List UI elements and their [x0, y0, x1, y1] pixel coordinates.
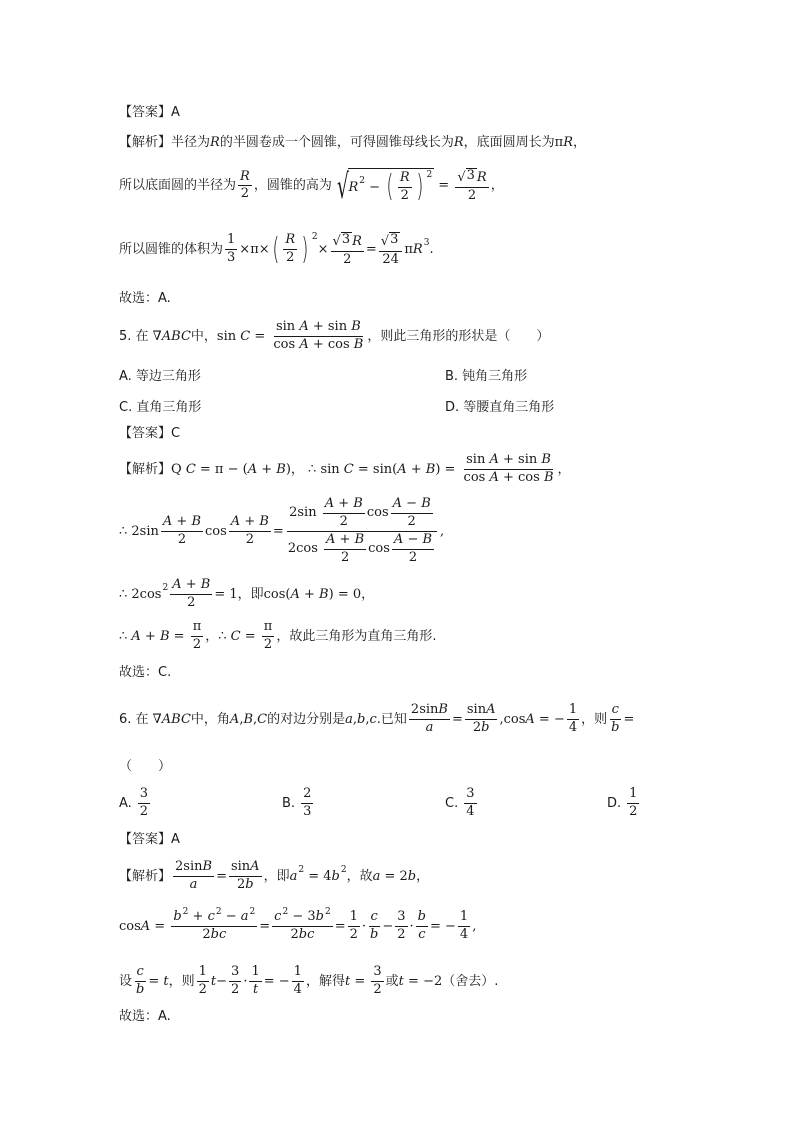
q6-option-d[interactable]: D. $\frac{1}{2}$	[607, 786, 638, 819]
q6-analysis-line2: cos A = $\frac{b^2 + c^2 - a^2}{2bc}$ = $\frac{c^2 - 3b^2}{2bc}$ = $\frac{1}{2}$ · $\frac{c}{b}$ − $\frac{3}{2}$ · $\frac{b}{c}$ = − $\frac{1}{4}$ ,	[119, 907, 477, 942]
sqrt-expression: √ R 2 − ( $\frac{R}{2}$ ) 2	[336, 166, 433, 207]
q6-analysis-line3: 设 $\frac{c}{b}$ = t ，则 $\frac{1}{2}$ t − $\frac{3}{2}$ · $\frac{1}{t}$ = − $\frac{1}{4}$ ，解得 t = $\frac{3}{2}$ 或 t = −2 （舍去）.	[119, 964, 499, 997]
q5-analysis-line4: ∴ A + B = $\frac{\pi}{2}$ ， ∴ C = $\frac{\pi}{2}$ ，故此三角形为直角三角形.	[119, 619, 437, 652]
q5-option-c[interactable]: C. 直角三角形	[119, 400, 202, 415]
q5-option-d[interactable]: D. 等腰直角三角形	[445, 400, 555, 415]
q5-option-b[interactable]: B. 钝角三角形	[445, 369, 528, 384]
q6-stem: 6. 在 ∇ ABC 中，角 A , B , C 的对边分别是 a , b , c .已知 $\frac{2\sin B}{a}$ = $\frac{\sin A}{2b}$ ,cos A = − $\frac{1}{4}$ ，则 $\frac{c}{b}$ =	[119, 702, 635, 735]
q5-conclusion: 故选：C.	[119, 665, 172, 680]
q6-paren: （ ）	[119, 759, 172, 774]
q4-analysis-line1: 【解析】 半径为 R 的半圆卷成一个圆锥，可得圆锥母线长为 R ，底面圆周长为 π R ，	[119, 135, 587, 150]
q5-option-a[interactable]: A. 等边三角形	[119, 369, 201, 384]
q6-conclusion: 故选：A.	[119, 1009, 171, 1024]
q5-analysis-line2: ∴ 2sin $\frac{A + B}{2}$ cos $\frac{A + B}{2}$ = 2sin $\frac{A + B}{2}$ cos $\frac{A - B}{2}$ 2cos $\frac{A + B}{2}$ cos $\frac{A - B}{2}$ ,	[119, 496, 445, 565]
q4-analysis-line3: 所以圆锥的体积为 $\frac{1}{3}$ ×π× ( $\frac{R}{2}$ ) 2 × √ 3 R 2 = √ 3 24 π R 3 .	[119, 231, 434, 267]
q6-answer: 【答案】A	[119, 832, 180, 847]
q5-analysis-line1: 【解析】 Q C = π − ( A + B ) ， ∴ sin C = sin( A + B ) = $\frac{\text{sin A + sin B}}{\text{cos A + cos B}}$ ，	[119, 452, 571, 485]
q4-answer: 【答案】A	[119, 105, 180, 120]
q6-option-c[interactable]: C. $\frac{3}{4}$	[445, 786, 475, 819]
q4-conclusion: 故选：A.	[119, 291, 171, 306]
q4-analysis-line2: 所以底面圆的半径为 $\frac{R}{2}$ ，圆锥的高为 √ R 2 − ( $\frac{R}{2}$ ) 2 = √ 3 R 2 ，	[119, 166, 504, 207]
q6-analysis-line1: 【解析】 $\frac{2\sin B}{a}$ = $\frac{\sin A}{2b}$ ，即 a 2 = 4 b 2 ，故 a = 2 b ，	[119, 859, 430, 892]
q6-option-b[interactable]: B. $\frac{2}{3}$	[282, 786, 312, 819]
q6-option-a[interactable]: A. $\frac{3}{2}$	[119, 786, 149, 819]
q5-stem: 5. 在 ∇ ABC 中， sin C = $\frac{\text{sin A + sin B}}{\text{cos A + cos B}}$ ，则此三角形的形状是（ ）	[119, 319, 550, 352]
q5-analysis-line3: ∴ 2cos 2 $\frac{A + B}{2}$ = 1 ，即 cos( A + B ) = 0 ，	[119, 577, 375, 610]
q5-answer: 【答案】C	[119, 426, 181, 441]
